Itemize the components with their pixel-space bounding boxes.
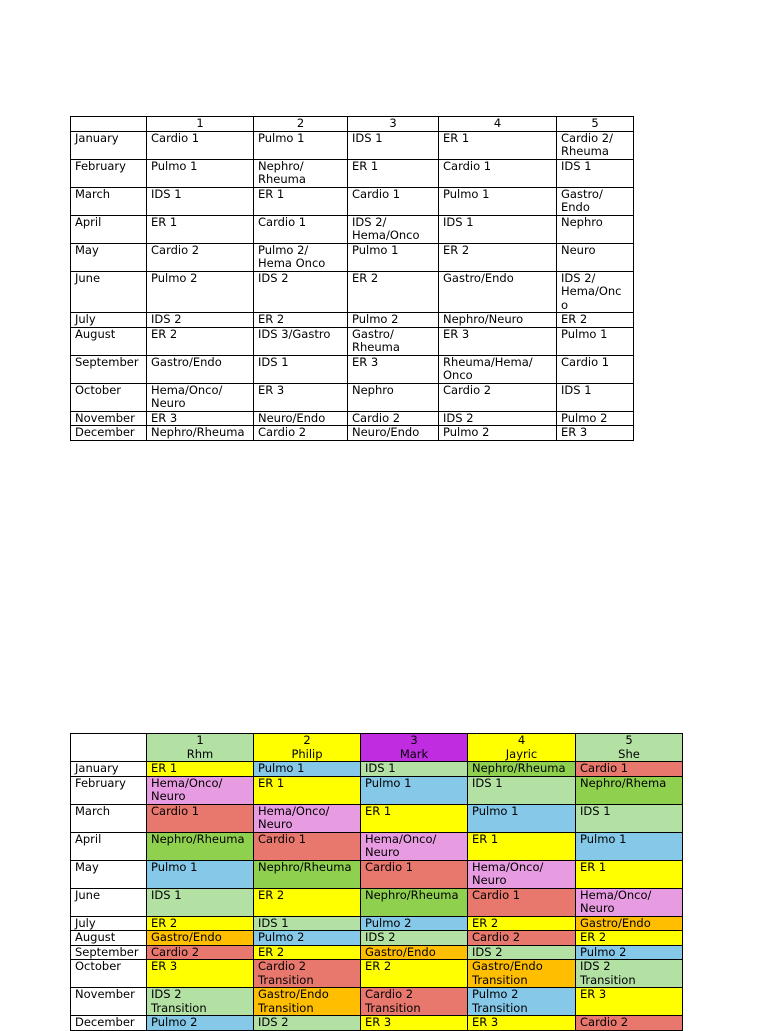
- rotation-cell: ER 3: [361, 1016, 468, 1031]
- rotation-cell: ER 1: [254, 776, 361, 804]
- rotation-cell: ER 2: [254, 888, 361, 916]
- rotation-cell: Pulmo 1: [468, 804, 576, 832]
- rotation-cell: Gastro/Endo: [361, 945, 468, 960]
- rotation-cell: Cardio 2: [147, 945, 254, 960]
- rotation-cell: IDS 1: [557, 159, 634, 187]
- rotation-cell: IDS 1: [468, 776, 576, 804]
- header-row: [71, 734, 683, 762]
- rotation-cell: IDS 1: [147, 888, 254, 916]
- rotation-cell: IDS 2: [147, 313, 254, 328]
- rotation-cell: ER 1: [147, 762, 254, 777]
- rotation-cell: Neuro/Endo: [348, 426, 439, 441]
- rotation-cell: IDS 1: [361, 762, 468, 777]
- rotation-cell: Rheuma/Hema/ Onco: [439, 355, 557, 383]
- table-row: [71, 888, 683, 916]
- rotation-cell: Cardio 1: [361, 860, 468, 888]
- rotation-cell: Cardio 2: [468, 931, 576, 946]
- table-row: [71, 271, 634, 313]
- table-row: [71, 327, 634, 355]
- rotation-cell: Nephro/ Rheuma: [254, 159, 348, 187]
- rotation-schedule-table: [70, 116, 634, 441]
- table-row: [71, 411, 634, 426]
- table-row: [71, 355, 634, 383]
- rotation-cell: Pulmo 2: [361, 916, 468, 931]
- month-cell: September: [71, 945, 147, 960]
- rotation-cell: Gastro/ Rheuma: [348, 327, 439, 355]
- rotation-cell: ER 3: [468, 1016, 576, 1031]
- rotation-cell: Gastro/Endo: [147, 931, 254, 946]
- rotation-cell: IDS 2: [254, 1016, 361, 1031]
- resident-header: 2 Philip: [254, 734, 361, 762]
- rotation-cell: Neuro/Endo: [254, 411, 348, 426]
- rotation-cell: Pulmo 1: [254, 762, 361, 777]
- rotation-cell: ER 1: [147, 215, 254, 243]
- header-row: [71, 117, 634, 132]
- table-row: [71, 860, 683, 888]
- rotation-cell: Cardio 1: [348, 187, 439, 215]
- rotation-cell: Hema/Onco/ Neuro: [147, 383, 254, 411]
- rotation-cell: Neuro: [557, 243, 634, 271]
- rotation-cell: IDS 2: [254, 271, 348, 313]
- month-cell: July: [71, 313, 147, 328]
- rotation-cell: IDS 1: [348, 131, 439, 159]
- rotation-cell: ER 2: [468, 916, 576, 931]
- rotation-cell: Pulmo 2/ Hema Onco: [254, 243, 348, 271]
- table-row: [71, 383, 634, 411]
- rotation-cell: Pulmo 2 Transition: [468, 988, 576, 1016]
- rotation-cell: ER 2: [348, 271, 439, 313]
- rotation-cell: IDS 3/Gastro: [254, 327, 348, 355]
- rotation-cell: Pulmo 2: [576, 945, 683, 960]
- rotation-cell: Cardio 1: [147, 804, 254, 832]
- table-row: [71, 762, 683, 777]
- rotation-cell: ER 1: [361, 804, 468, 832]
- rotation-cell: ER 3: [147, 960, 254, 988]
- rotation-cell: Cardio 1: [576, 762, 683, 777]
- resident-rotation-schedule-table: [70, 733, 683, 1031]
- rotation-cell: ER 3: [254, 383, 348, 411]
- rotation-cell: Hema/Onco/ Neuro: [361, 832, 468, 860]
- month-cell: January: [71, 131, 147, 159]
- month-cell: August: [71, 931, 147, 946]
- month-cell: October: [71, 383, 147, 411]
- month-cell: December: [71, 426, 147, 441]
- rotation-cell: Pulmo 1: [439, 187, 557, 215]
- rotation-cell: Pulmo 1: [361, 776, 468, 804]
- rotation-cell: IDS 2 Transition: [576, 960, 683, 988]
- table-row: [71, 832, 683, 860]
- rotation-cell: ER 2: [361, 960, 468, 988]
- rotation-cell: ER 2: [147, 916, 254, 931]
- month-cell: November: [71, 988, 147, 1016]
- month-cell: April: [71, 215, 147, 243]
- rotation-cell: Gastro/Endo Transition: [254, 988, 361, 1016]
- rotation-cell: ER 1: [348, 159, 439, 187]
- rotation-cell: Nephro/Rheuma: [468, 762, 576, 777]
- rotation-cell: Pulmo 1: [147, 860, 254, 888]
- table-row: [71, 776, 683, 804]
- rotation-cell: ER 2: [254, 313, 348, 328]
- rotation-cell: Pulmo 2: [557, 411, 634, 426]
- rotation-cell: Nephro: [348, 383, 439, 411]
- month-cell: August: [71, 327, 147, 355]
- table-row: [71, 159, 634, 187]
- table-row: [71, 243, 634, 271]
- rotation-cell: Nephro/Neuro: [439, 313, 557, 328]
- rotation-cell: IDS 1: [254, 355, 348, 383]
- rotation-cell: Pulmo 2: [147, 271, 254, 313]
- rotation-cell: ER 1: [576, 860, 683, 888]
- rotation-cell: IDS 2 Transition: [147, 988, 254, 1016]
- rotation-cell: Nephro/Rheuma: [147, 426, 254, 441]
- resident-header: 1 Rhm: [147, 734, 254, 762]
- month-cell: April: [71, 832, 147, 860]
- rotation-cell: Cardio 2: [147, 243, 254, 271]
- rotation-cell: IDS 1: [147, 187, 254, 215]
- table-row: [71, 916, 683, 931]
- rotation-cell: Gastro/Endo Transition: [468, 960, 576, 988]
- month-cell: December: [71, 1016, 147, 1031]
- month-cell: October: [71, 960, 147, 988]
- rotation-cell: Pulmo 1: [557, 327, 634, 355]
- table-row: [71, 945, 683, 960]
- rotation-cell: Cardio 2/ Rheuma: [557, 131, 634, 159]
- rotation-cell: ER 2: [557, 313, 634, 328]
- rotation-cell: Pulmo 2: [348, 313, 439, 328]
- month-cell: February: [71, 159, 147, 187]
- rotation-cell: IDS 1: [254, 916, 361, 931]
- rotation-cell: Pulmo 1: [147, 159, 254, 187]
- resident-header: 4 Jayric: [468, 734, 576, 762]
- rotation-cell: Pulmo 1: [254, 131, 348, 159]
- rotation-cell: Cardio 1: [254, 215, 348, 243]
- rotation-cell: Nephro: [557, 215, 634, 243]
- column-header: 5: [557, 117, 634, 132]
- month-cell: September: [71, 355, 147, 383]
- rotation-cell: Pulmo 2: [147, 1016, 254, 1031]
- rotation-cell: ER 1: [439, 131, 557, 159]
- rotation-cell: Cardio 2: [439, 383, 557, 411]
- rotation-cell: Cardio 2 Transition: [254, 960, 361, 988]
- month-cell: June: [71, 888, 147, 916]
- month-cell: May: [71, 860, 147, 888]
- month-cell: January: [71, 762, 147, 777]
- table-row: [71, 313, 634, 328]
- rotation-cell: Nephro/Rheuma: [361, 888, 468, 916]
- rotation-cell: Cardio 1: [557, 355, 634, 383]
- table-row: [71, 187, 634, 215]
- month-cell: May: [71, 243, 147, 271]
- rotation-cell: Hema/Onco/ Neuro: [254, 804, 361, 832]
- rotation-cell: Hema/Onco/ Neuro: [468, 860, 576, 888]
- column-header: 2: [254, 117, 348, 132]
- rotation-cell: Cardio 2: [254, 426, 348, 441]
- rotation-cell: ER 3: [147, 411, 254, 426]
- rotation-cell: ER 2: [254, 945, 361, 960]
- rotation-cell: ER 2: [147, 327, 254, 355]
- rotation-cell: IDS 1: [576, 804, 683, 832]
- rotation-cell: Cardio 1: [439, 159, 557, 187]
- rotation-cell: Cardio 1: [468, 888, 576, 916]
- rotation-cell: ER 1: [468, 832, 576, 860]
- month-cell: June: [71, 271, 147, 313]
- month-cell: March: [71, 804, 147, 832]
- rotation-cell: ER 3: [576, 988, 683, 1016]
- rotation-cell: Pulmo 2: [439, 426, 557, 441]
- rotation-cell: Cardio 2 Transition: [361, 988, 468, 1016]
- table-row: [71, 426, 634, 441]
- table-row: [71, 215, 634, 243]
- rotation-cell: IDS 2/ Hema/Onc o: [557, 271, 634, 313]
- rotation-cell: Cardio 2: [576, 1016, 683, 1031]
- rotation-cell: ER 3: [557, 426, 634, 441]
- column-header: 1: [147, 117, 254, 132]
- rotation-cell: IDS 2: [468, 945, 576, 960]
- rotation-cell: IDS 2: [439, 411, 557, 426]
- rotation-cell: Nephro/Rhema: [576, 776, 683, 804]
- rotation-cell: Nephro/Rheuma: [254, 860, 361, 888]
- rotation-cell: ER 3: [348, 355, 439, 383]
- rotation-cell: Pulmo 1: [576, 832, 683, 860]
- rotation-cell: Cardio 2: [348, 411, 439, 426]
- rotation-cell: Gastro/Endo: [147, 355, 254, 383]
- rotation-cell: ER 2: [576, 931, 683, 946]
- column-header: 4: [439, 117, 557, 132]
- rotation-cell: Cardio 1: [147, 131, 254, 159]
- month-cell: March: [71, 187, 147, 215]
- resident-header: 3 Mark: [361, 734, 468, 762]
- table-row: [71, 1016, 683, 1031]
- corner-cell: [71, 117, 147, 132]
- rotation-cell: Nephro/Rheuma: [147, 832, 254, 860]
- rotation-cell: Gastro/Endo: [439, 271, 557, 313]
- rotation-cell: IDS 1: [439, 215, 557, 243]
- table-row: [71, 931, 683, 946]
- rotation-cell: Hema/Onco/ Neuro: [147, 776, 254, 804]
- rotation-cell: IDS 1: [557, 383, 634, 411]
- table-row: [71, 960, 683, 988]
- rotation-cell: Hema/Onco/ Neuro: [576, 888, 683, 916]
- rotation-cell: Pulmo 2: [254, 931, 361, 946]
- month-cell: February: [71, 776, 147, 804]
- month-cell: November: [71, 411, 147, 426]
- rotation-cell: ER 2: [439, 243, 557, 271]
- table-row: [71, 988, 683, 1016]
- rotation-cell: Pulmo 1: [348, 243, 439, 271]
- table-row: [71, 131, 634, 159]
- rotation-cell: ER 1: [254, 187, 348, 215]
- month-cell: July: [71, 916, 147, 931]
- rotation-cell: Cardio 1: [254, 832, 361, 860]
- rotation-cell: IDS 2: [361, 931, 468, 946]
- column-header: 3: [348, 117, 439, 132]
- rotation-cell: ER 3: [439, 327, 557, 355]
- rotation-cell: Gastro/Endo: [576, 916, 683, 931]
- rotation-cell: Gastro/ Endo: [557, 187, 634, 215]
- resident-header: 5 She: [576, 734, 683, 762]
- rotation-cell: IDS 2/ Hema/Onco: [348, 215, 439, 243]
- corner-cell: [71, 734, 147, 762]
- table-row: [71, 804, 683, 832]
